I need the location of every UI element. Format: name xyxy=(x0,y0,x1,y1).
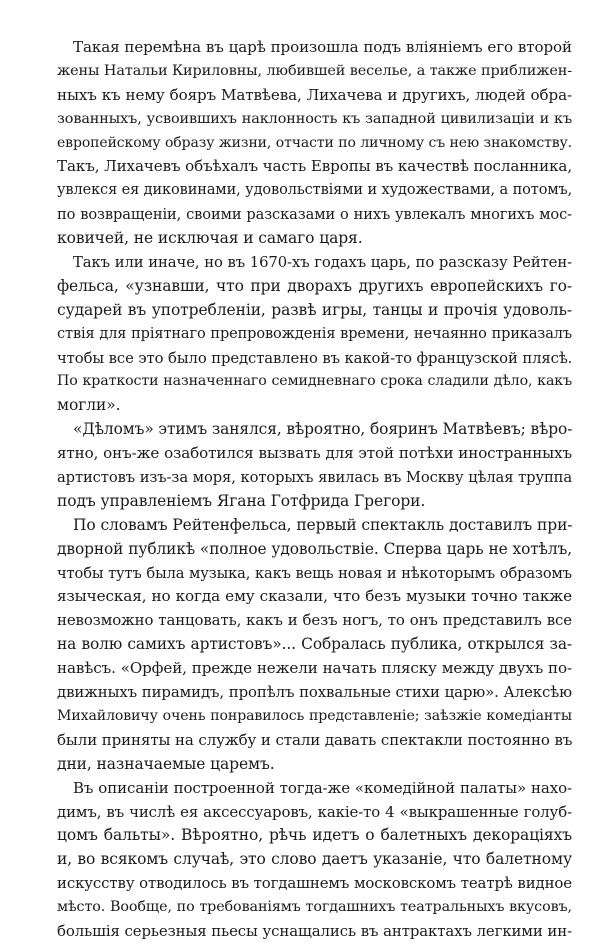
text-line: увлекся ея диковинами, удовольствіями и художествами, а потомъ, xyxy=(57,182,573,199)
text-line: дни, назначаемые царемъ. xyxy=(57,754,275,773)
text-line: навѣсъ. «Орфей, прежде нежели начать пляску между двухъ по- xyxy=(57,659,572,678)
paragraph-first-performance xyxy=(57,514,572,777)
paragraph-comedy-hall xyxy=(57,777,572,944)
text-line: По краткости назначеннаго семидневнаго срока сладили дѣло, какъ xyxy=(57,373,572,390)
paragraph-reitenfels-quote xyxy=(57,251,572,418)
text-line: Въ описаніи построенной тогда-же «комедійной палаты» нахо- xyxy=(73,778,572,797)
text-line: По словамъ Рейтенфельса, первый спектакль доставилъ при- xyxy=(73,515,573,534)
text-line: подъ управленіемъ Ягана Готфрида Грегори. xyxy=(57,491,426,510)
text-line: артистовъ изъ-за моря, которыхъ явилась въ Москву цѣлая труппа xyxy=(57,469,572,487)
text-line: Михайловичу очень понравилось представленіе; заѣзжіе комедіанты xyxy=(57,707,572,724)
text-line: и, во всякомъ случаѣ, это слово даетъ указаніе, что балетному xyxy=(57,850,572,869)
paragraph-matveev xyxy=(57,36,572,251)
text-line: зованныхъ, усвоившихъ наклонность къ западной цивилизаціи и къ xyxy=(57,110,572,127)
text-line: Такая перемѣна въ царѣ произошла подъ вліяніемъ его второй xyxy=(73,38,572,56)
text-line: цомъ бальты». Вѣроятно, рѣчь идетъ о балетныхъ декораціяхъ xyxy=(57,826,572,845)
text-line: чтобы тутъ была музыка, какъ вещь новая и нѣкоторымъ образомъ xyxy=(57,564,572,582)
text-line: Такъ, Лихачевъ объѣхалъ часть Европы въ качествѣ посланника, xyxy=(57,157,573,176)
text-line: ковичей, не исключая и самаго царя. xyxy=(57,229,363,248)
paragraph-gregory-troupe xyxy=(57,418,572,514)
text-line: движныхъ пирамидъ, пропѣлъ похвальные стихи царю». Алексѣю xyxy=(57,683,572,702)
text-line: ныхъ къ нему бояръ Матвѣева, Лихачева и другихъ, людей обра- xyxy=(57,85,572,104)
text-line: сударей въ употребленіи, развѣ игры, танцы и прочія удоволь- xyxy=(57,300,572,319)
text-line: «Дѣломъ» этимъ занялся, вѣроятно, бояринъ Матвѣевъ; вѣро- xyxy=(73,420,573,439)
text-line: дворной публикѣ «полное удовольствіе. Сперва царь не хотѣлъ, xyxy=(57,539,572,558)
text-line: фельса, «узнавши, что при дворахъ другихъ европейскихъ го- xyxy=(57,276,572,295)
text-line: были приняты на службу и стали давать спектакли постоянно въ xyxy=(57,730,573,749)
text-line: искусству отводилось въ тогдашнемъ московскомъ театрѣ видное xyxy=(57,874,572,893)
text-line: димъ, въ числѣ ея аксессуаровъ, какіе-то 4 «выкрашенные голуб- xyxy=(57,802,572,821)
text-line: ствія для пріятнаго препровожденія времени, нечаянно приказалъ xyxy=(57,325,572,342)
text-line: по возвращеніи, своими разсказами о нихъ увлекалъ многихъ мос- xyxy=(57,206,572,224)
text-line: на волю самихъ артистовъ»... Собралась публика, открылся за- xyxy=(57,635,572,654)
text-line: могли». xyxy=(57,396,121,415)
text-line: европейскому образу жизни, отчасти по личному съ нею знакомству. xyxy=(57,134,572,151)
text-line: чтобы все это было представлено въ какой-то французской плясѣ. xyxy=(57,349,573,367)
text-line: жены Натальи Кириловны, любившей веселье, а также приближен- xyxy=(57,62,572,79)
text-line: ятно, онъ-же озаботился вызвать для этой потѣхи иностранныхъ xyxy=(57,444,572,463)
text-line: мѣсто. Вообще, по требованіямъ тогдашнихъ театральныхъ вкусовъ, xyxy=(57,899,572,916)
text-line: Такъ или иначе, но въ 1670-хъ годахъ царь, по разсказу Рейтен- xyxy=(73,254,572,272)
text-line: невозможно танцовать, какъ и безъ ногъ, то онъ представилъ все xyxy=(57,611,572,630)
text-line: языческая, но когда ему сказали, что безъ музыки точно также xyxy=(57,587,572,606)
text-line: большія серьезныя пьесы уснащались въ антрактахъ легкими ин- xyxy=(57,921,572,940)
